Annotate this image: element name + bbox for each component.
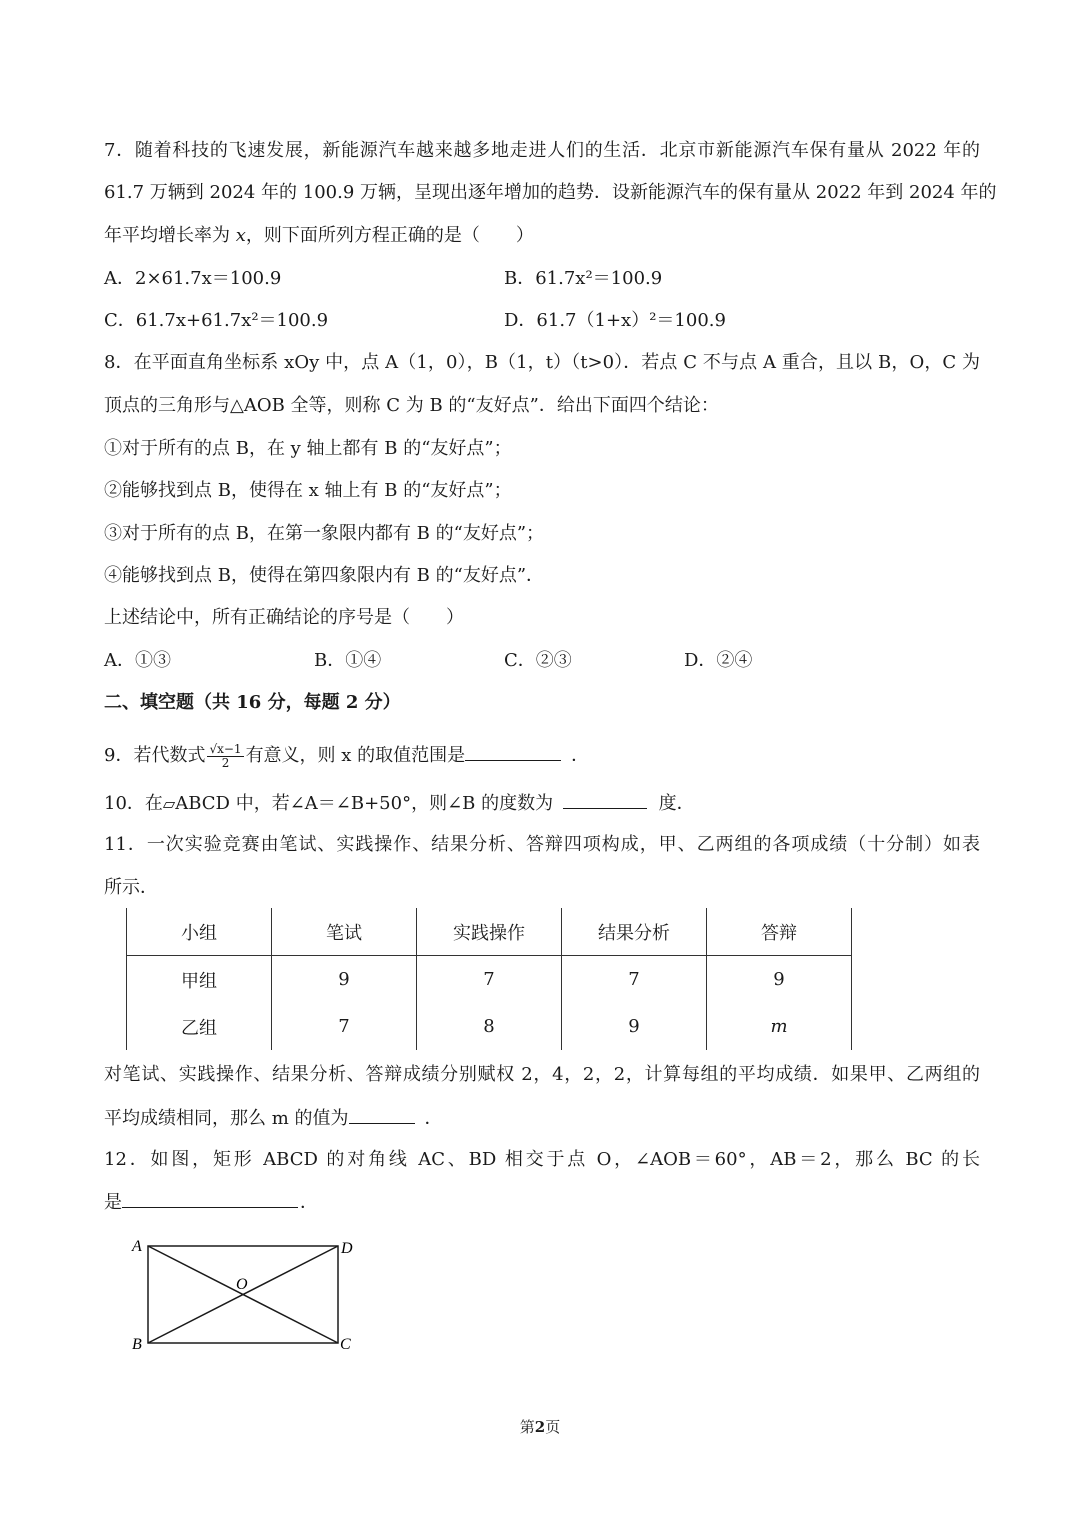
q7-option-b: B．61.7x²＝100.9 <box>504 268 663 289</box>
q11-line-4: 平均成绩相同，那么 m 的值为 ． <box>104 1105 980 1131</box>
q8-option-b: B．①④ <box>314 650 382 671</box>
page-number: 第2页 <box>519 1418 561 1436</box>
q8-conclusion-2: ②能够找到点 B，使得在 x 轴上有 B 的“友好点”； <box>104 480 512 501</box>
q12-answer-blank[interactable] <box>122 1189 298 1208</box>
q8-question: 上述结论中，所有正确结论的序号是（ ） <box>104 607 464 628</box>
table-cell: 甲组 <box>127 956 272 1004</box>
q8-line-1: 8．在平面直角坐标系 xOy 中，点 A（1，0），B（1，t）（t>0）．若点 C 不与点 A 重合，且以 B，O，C 为 <box>104 352 980 373</box>
label-b: B <box>132 1336 142 1353</box>
table-cell: 7 <box>272 1003 417 1050</box>
q7-line-3: 年平均增长率为 x，则下面所列方程正确的是（ ） <box>104 225 534 246</box>
section-2-heading: 二、填空题（共 16 分，每题 2 分） <box>104 692 401 713</box>
q8-option-d: D．②④ <box>684 650 753 671</box>
table-header-cell: 答辩 <box>707 908 852 956</box>
q7-option-c: C．61.7x+61.7x²＝100.9 <box>104 310 329 331</box>
q10-line: 10．在▱ABCD 中，若∠A＝∠B+50°，则∠B 的度数为 度． <box>104 790 980 816</box>
table-cell: 8 <box>417 1003 562 1050</box>
label-a: A <box>132 1238 142 1255</box>
label-c: C <box>340 1336 351 1353</box>
rectangle-abcd-figure <box>128 1232 368 1362</box>
q8-conclusion-4: ④能够找到点 B，使得在第四象限内有 B 的“友好点”． <box>104 565 545 586</box>
table-row <box>127 1003 852 1050</box>
q8-line-2: 顶点的三角形与△AOB 全等，则称 C 为 B 的“友好点”．给出下面四个结论： <box>104 395 719 416</box>
table-cell: 乙组 <box>127 1003 272 1050</box>
q8-conclusion-3: ③对于所有的点 B，在第一象限内都有 B 的“友好点”； <box>104 523 545 544</box>
q9-fraction: $\frac{√x-1}{2}$ <box>209 741 242 770</box>
table-header-row <box>127 908 852 956</box>
q10-answer-blank[interactable] <box>563 790 647 809</box>
q7-option-a: A．2×61.7x＝100.9 <box>104 268 282 289</box>
parallelogram-icon: ▱ <box>162 794 176 813</box>
q12-line-1: 12．如图，矩形 ABCD 的对角线 AC、BD 相交于点 O，∠AOB＝60°，AB＝2，那么 BC 的长 <box>104 1149 980 1170</box>
q11-answer-blank[interactable] <box>349 1105 415 1124</box>
table-cell: 7 <box>417 956 562 1004</box>
q11-line-1: 11．一次实验竞赛由笔试、实践操作、结果分析、答辩四项构成，甲、乙两组的各项成绩（十分制）如表 <box>104 834 980 855</box>
score-table <box>126 908 852 1050</box>
q8-option-c: C．②③ <box>504 650 572 671</box>
q9-line: 9．若代数式 $\frac{√x-1}{2}$ 有意义，则 x 的取值范围是 ． <box>104 741 590 770</box>
table-header-cell: 笔试 <box>272 908 417 956</box>
table-cell: m <box>707 1003 852 1050</box>
table-header-cell: 小组 <box>127 908 272 956</box>
q7-line-2: 61.7 万辆到 2024 年的 100.9 万辆，呈现出逐年增加的趋势．设新能源汽车的保有量从 2022 年到 2024 年的 <box>104 182 997 203</box>
q11-line-3: 对笔试、实践操作、结果分析、答辩成绩分别赋权 2，4，2，2，计算每组的平均成绩．如果甲、乙两组的 <box>104 1064 980 1085</box>
q8-option-a: A．①③ <box>104 650 171 671</box>
label-o: O <box>236 1276 248 1293</box>
q12-line-2: 是 ． <box>104 1189 980 1215</box>
q7-line-1: 7．随着科技的飞速发展，新能源汽车越来越多地走进人们的生活．北京市新能源汽车保有量从 2022 年的 <box>104 140 980 161</box>
table-cell: 9 <box>562 1003 707 1050</box>
q9-answer-blank[interactable] <box>465 742 561 761</box>
label-d: D <box>341 1240 353 1257</box>
table-cell: 7 <box>562 956 707 1004</box>
q11-line-2: 所示． <box>104 877 158 898</box>
table-header-cell: 实践操作 <box>417 908 562 956</box>
table-row <box>127 956 852 1004</box>
q7-option-d: D．61.7（1+x）²＝100.9 <box>504 310 726 331</box>
table-header-cell: 结果分析 <box>562 908 707 956</box>
table-cell: 9 <box>272 956 417 1004</box>
table-cell: 9 <box>707 956 852 1004</box>
q8-conclusion-1: ①对于所有的点 B，在 y 轴上都有 B 的“友好点”； <box>104 438 512 459</box>
